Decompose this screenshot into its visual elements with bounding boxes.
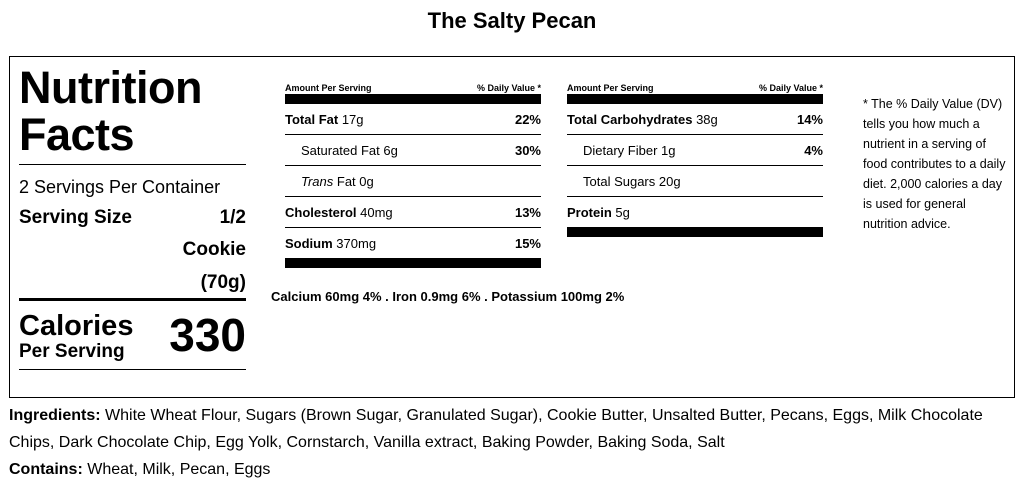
serving-size-value-3: (70g) [200,272,246,293]
nutrient-label: Total Sugars 20g [583,173,681,189]
thick-rule [567,94,823,104]
nutrient-row-trans-fat [285,166,541,197]
nutrition-facts-title [19,64,249,158]
daily-value-footnote: * The % Daily Value (DV) tells you how much a nutrient in a serving of food contributes to a daily diet. 2,000 calories a day is used for general nutrition advice. [863,97,1006,231]
nutrient-label: Sodium 370mg [285,235,377,251]
nutrient-row-total-carbohydrates [567,104,823,135]
calories-label: Calories [19,310,134,342]
minerals-line: Calcium 60mg 4% . Iron 0.9mg 6% . Potassium 100mg 2% [271,289,625,304]
nutrient-label: Cholesterol 40mg [285,204,393,220]
nutrient-dv: 13% [514,204,541,220]
nutrient-row-saturated-fat [285,135,541,166]
header-daily-value: % Daily Value * [758,83,823,93]
nutrient-row-protein [567,197,823,227]
nutrient-dv: 15% [514,235,541,251]
nutrient-dv: 4% [804,142,823,158]
serving-size-label: Serving Size [19,207,132,228]
ingredients-label: Ingredients: [9,407,101,424]
nutrient-column-left [285,82,541,268]
calories-value: 330 [169,309,246,361]
header-amount-per-serving: Amount Per Serving [285,83,372,93]
nutrient-label: Total Carbohydrates 38g [567,111,718,127]
thick-rule [285,94,541,104]
ingredients-block [9,402,1014,483]
divider-serving-thick [19,298,246,301]
contains-label: Contains: [9,461,83,478]
serving-size-value-1: 1/2 [219,207,246,228]
nutrient-dv: 14% [796,111,823,127]
nutrient-label: Dietary Fiber 1g [583,142,676,158]
calories-per-serving-label: Per Serving [19,341,125,362]
nutrient-label: Protein 5g [567,204,630,220]
nutrient-label: Total Fat 17g [285,111,364,127]
contains-text [9,456,1014,483]
thick-rule-bottom [285,258,541,268]
servings-per-container: 2 Servings Per Container [19,177,221,197]
nutrition-title-line1: Nutrition [19,62,202,113]
nutrient-row-total-fat [285,104,541,135]
header-amount-per-serving: Amount Per Serving [567,83,654,93]
contains-list: Wheat, Milk, Pecan, Eggs [87,461,271,478]
nutrient-dv: 30% [514,142,541,158]
nutrient-dv: 22% [514,111,541,127]
product-title: The Salty Pecan [427,8,597,33]
nutrient-row-cholesterol [285,197,541,228]
column-header [567,82,823,94]
nutrient-row-sodium [285,228,541,258]
divider-title [19,164,246,165]
header-daily-value: % Daily Value * [476,83,541,93]
column-header [285,82,541,94]
nutrient-row-dietary-fiber [567,135,823,166]
nutrient-column-right [567,82,823,237]
nutrient-row-total-sugars [567,166,823,197]
serving-size-value-2: Cookie [182,239,246,260]
divider-calories [19,369,246,370]
ingredients-list: White Wheat Flour, Sugars (Brown Sugar, Granulated Sugar), Cookie Butter, Unsalted Butter, Pecans, Eggs, Milk Chocolate Chips, Dark Chocolate Chip, Egg Yolk, Cornstarch, Vanilla extract, Baking Powder, Baking Soda, Salt [9,407,983,451]
nutrient-label: Saturated Fat 6g [301,142,398,158]
nutrition-title-line2: Facts [19,109,135,160]
thick-rule-bottom [567,227,823,237]
ingredients-text [9,402,1014,456]
nutrient-label: Trans Fat 0g [301,173,374,189]
